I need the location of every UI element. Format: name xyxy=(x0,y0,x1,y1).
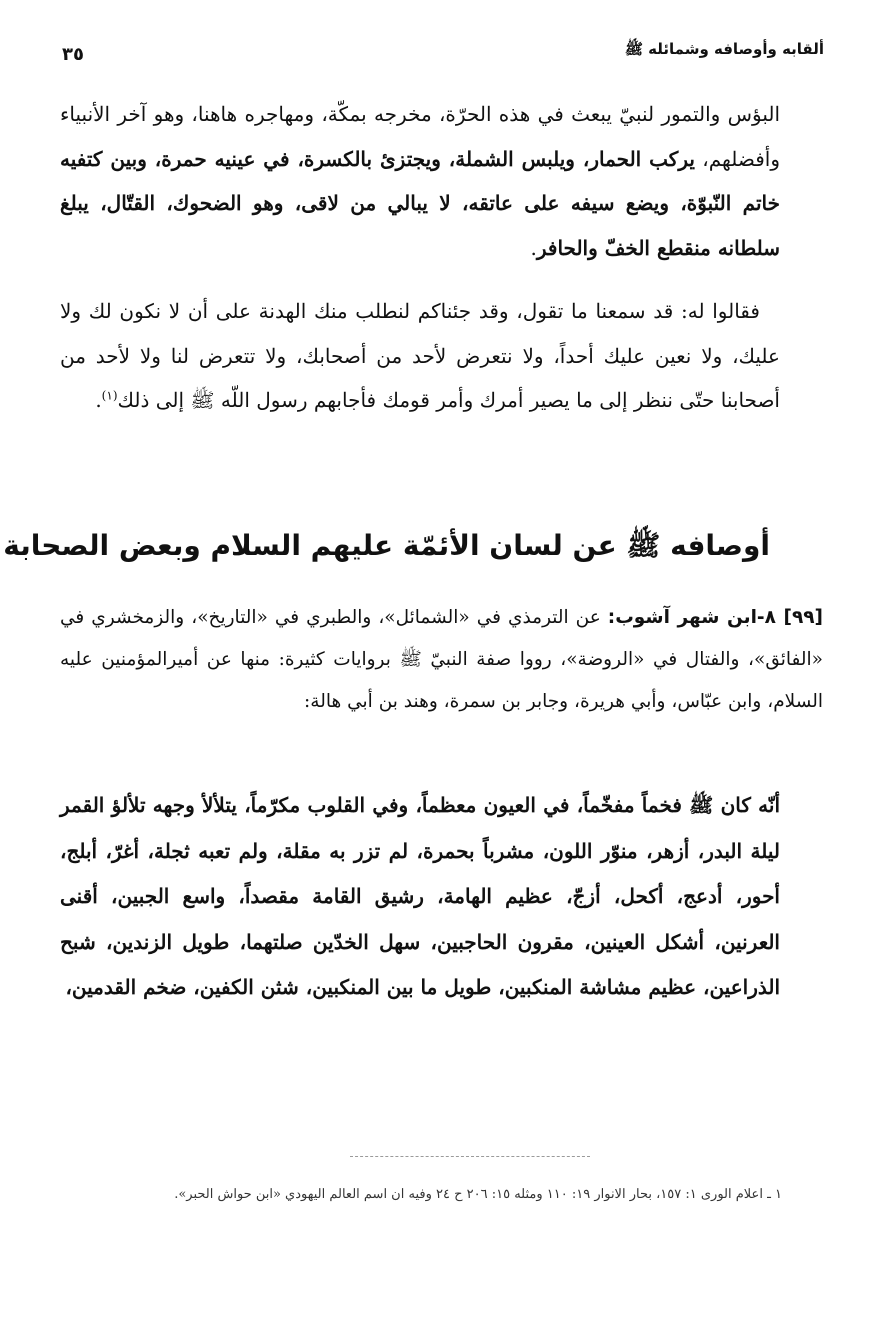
entry-text: عن الترمذي في «الشمائل»، والطبري في «التاريخ»، والزمخشري في «الفائق»، والفتال في «الروضة»، رووا صفة النبيّ ﷺ بروايات كثيرة: منها عن أميرالمؤمنين عليه السلام، وابن عبّاس، وأبي هريرة، وجابر بن سمرة، وهند بن أبي هالة: xyxy=(60,607,823,712)
footnote-divider xyxy=(350,1156,590,1157)
entry-paragraph xyxy=(60,597,823,723)
hadith-entry-99 xyxy=(60,597,823,723)
paragraph-1-text: البؤس والتمور لنبيّ يبعث في هذه الحرّة، مخرجه بمكّة، ومهاجره هاهنا، وهو آخر الأنبياء وأفضلهم، xyxy=(60,102,780,171)
entry-author: ابن شهر آشوب: xyxy=(607,607,757,628)
page-number: ٣٥ xyxy=(62,44,84,65)
paragraph-2 xyxy=(60,289,780,423)
paragraph-1 xyxy=(60,92,780,270)
section-heading: أوصافه ﷺ عن لسان الأئمّة عليهم السلام وبعض الصحابة xyxy=(3,529,770,562)
paragraph-1-end: . xyxy=(530,235,537,260)
description-quote-block xyxy=(60,783,780,1011)
paragraph-2-block xyxy=(60,289,780,423)
paragraph-2-end: . xyxy=(95,388,102,412)
entry-number: [٩٩] ٨- xyxy=(756,607,823,628)
paragraph-1-block xyxy=(60,92,780,270)
footnote: ١ ـ اعلام الورى ١: ١٥٧، بحار الانوار ١٩: ١١٠ ومثله ١٥: ٢٠٦ ح ٢٤ وفيه ان اسم العالم اليهودي «ابن حواش الحبر». xyxy=(174,1187,782,1202)
footnote-reference[interactable]: (١) xyxy=(101,388,118,403)
running-header-title: ألقابه وأوصافه وشمائله ﷺ xyxy=(624,40,824,58)
description-quote: أنّه كان ﷺ فخماً مفخّماً، في العيون معظماً، وفي القلوب مكرّماً، يتلألأ وجهه تلألؤ القمر ليلة البدر، أزهر، منوّر اللون، مشرباً بحمرة، لم تزر به مقلة، ولم تعبه ثجلة، أغرّ، أبلج، أحور، أدعج، أكحل، أزجّ، عظيم الهامة، رشيق القامة مقصداً، واسع الجبين، أقنى العرنين، أشكل العينين، مقرون الحاجبين، سهل الخدّين صلتهما، طويل الزندين، شبح الذراعين، عظيم مشاشة المنكبين، طويل ما بين المنكبين، شثن الكفين، ضخم القدمين، xyxy=(60,793,780,999)
paragraph-2-text: فقالوا له: قد سمعنا ما تقول، وقد جئناكم لنطلب منك الهدنة على أن لا نكون لك ولا عليك، ولا نعين عليك أحداً، ولا نتعرض لأحد من أصحابك، ولا تتعرض لنا ولا لأحد من أصحابنا حتّى ننظر إلى ما يصير أمرك وأمر قومك فأجابهم رسول اللّه ﷺ إلى ذلك xyxy=(60,299,780,412)
paragraph-1-bold-text: يركب الحمار، ويلبس الشملة، ويجتزئ بالكسرة، في عينيه حمرة، وبين كتفيه خاتم النّبوّة، ويضع سيفه على عاتقه، لا يبالي من لاقى، وهو الضحوك، القتّال، يبلغ سلطانه منقطع الخفّ والحافر xyxy=(60,146,780,260)
